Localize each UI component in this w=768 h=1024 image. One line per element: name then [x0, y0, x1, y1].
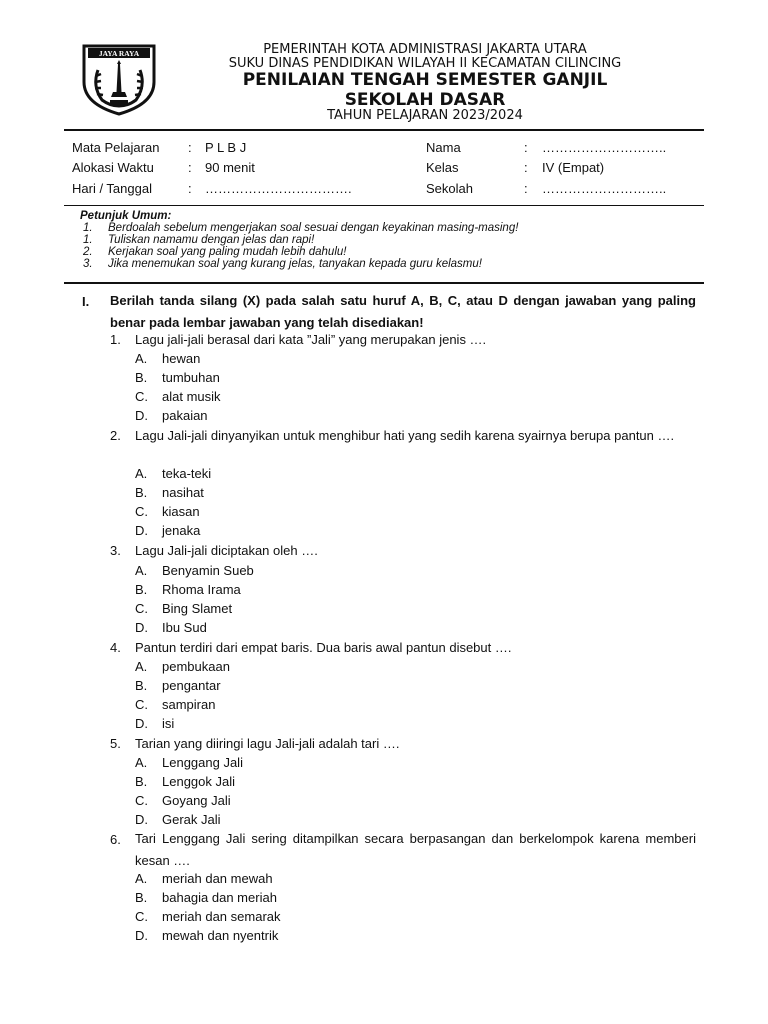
- academic-year: TAHUN PELAJARAN 2023/2024: [327, 108, 523, 123]
- option-b[interactable]: [135, 483, 204, 502]
- option-letter: D.: [135, 408, 148, 423]
- class-label: Kelas: [426, 160, 459, 175]
- option-text: meriah dan semarak: [162, 909, 281, 924]
- option-letter: A.: [135, 466, 148, 481]
- option-letter: B.: [135, 370, 148, 385]
- option-a[interactable]: [135, 657, 230, 676]
- option-text: kiasan: [162, 504, 200, 519]
- option-letter: D.: [135, 928, 148, 943]
- option-text: alat musik: [162, 389, 221, 404]
- instruction-number: 1.: [83, 222, 93, 234]
- instruction-number: 3.: [83, 258, 93, 270]
- agency-name: SUKU DINAS PENDIDIKAN WILAYAH II KECAMATAN CILINCING: [228, 56, 622, 71]
- option-letter: C.: [135, 504, 148, 519]
- question-1: [110, 330, 696, 349]
- option-d[interactable]: [135, 926, 278, 945]
- instruction-text: Tuliskan namamu dengan jelas dan rapi!: [108, 234, 315, 246]
- option-d[interactable]: [135, 406, 208, 425]
- option-b[interactable]: [135, 676, 221, 695]
- question-number: 5.: [110, 736, 121, 751]
- instruction-item: [80, 234, 518, 246]
- option-a[interactable]: [135, 561, 254, 580]
- name-field[interactable]: ………………………..: [542, 140, 667, 155]
- instruction-item: [80, 222, 518, 234]
- instruction-text: Jika menemukan soal yang kurang jelas, tanyakan kepada guru kelasmu!: [108, 258, 482, 270]
- colon: :: [524, 181, 528, 196]
- option-c[interactable]: [135, 599, 232, 618]
- school-field[interactable]: ………………………..: [542, 181, 667, 196]
- option-letter: B.: [135, 890, 148, 905]
- option-text: meriah dan mewah: [162, 871, 273, 886]
- date-label: Hari / Tanggal: [72, 181, 152, 196]
- identity-divider: [64, 205, 704, 206]
- option-text: bahagia dan meriah: [162, 890, 277, 905]
- section-instruction: Berilah tanda silang (X) pada salah satu huruf A, B, C, atau D dengan jawaban yang paling benar pada lembar jawaban yang telah disediakan!: [110, 293, 696, 330]
- jakarta-logo: [80, 42, 158, 116]
- colon: :: [524, 140, 528, 155]
- option-letter: D.: [135, 812, 148, 827]
- option-text: Bing Slamet: [162, 601, 233, 616]
- question-text: Tari Lenggang Jali sering ditampilkan secara berpasangan dan berkelompok karena memberi kesan ….: [135, 831, 696, 868]
- question-number: 6.: [110, 832, 121, 847]
- option-letter: A.: [135, 563, 148, 578]
- option-text: pakaian: [162, 408, 208, 423]
- option-letter: A.: [135, 871, 148, 886]
- option-letter: C.: [135, 697, 148, 712]
- time-label: Alokasi Waktu: [72, 160, 154, 175]
- question-text: Pantun terdiri dari empat baris. Dua baris awal pantun disebut ….: [135, 640, 512, 655]
- option-letter: B.: [135, 485, 148, 500]
- option-letter: D.: [135, 523, 148, 538]
- question-4: [110, 638, 696, 657]
- option-text: Lenggang Jali: [162, 755, 243, 770]
- option-letter: A.: [135, 755, 148, 770]
- option-letter: B.: [135, 774, 148, 789]
- option-text: pengantar: [162, 678, 221, 693]
- option-c[interactable]: [135, 387, 221, 406]
- question-number: 3.: [110, 543, 121, 558]
- logo-text: JAYA RAYA: [98, 49, 140, 58]
- option-text: hewan: [162, 351, 201, 366]
- option-text: nasihat: [162, 485, 204, 500]
- option-text: Lenggok Jali: [162, 774, 235, 789]
- instructions-divider: [64, 282, 704, 284]
- question-number: 4.: [110, 640, 121, 655]
- option-a[interactable]: [135, 869, 273, 888]
- option-letter: D.: [135, 716, 148, 731]
- government-name: PEMERINTAH KOTA ADMINISTRASI JAKARTA UTARA: [263, 42, 587, 57]
- option-letter: B.: [135, 678, 148, 693]
- option-b[interactable]: [135, 888, 277, 907]
- general-instructions: [80, 210, 518, 270]
- option-letter: C.: [135, 793, 148, 808]
- name-label: Nama: [426, 140, 461, 155]
- subject-label: Mata Pelajaran: [72, 140, 160, 155]
- option-letter: A.: [135, 351, 148, 366]
- colon: :: [188, 160, 192, 175]
- option-d[interactable]: [135, 521, 200, 540]
- option-d[interactable]: [135, 618, 207, 637]
- option-c[interactable]: [135, 907, 281, 926]
- option-text: sampiran: [162, 697, 216, 712]
- instruction-item: [80, 258, 518, 270]
- option-letter: A.: [135, 659, 148, 674]
- instruction-number: 1.: [83, 234, 93, 246]
- option-text: Rhoma Irama: [162, 582, 241, 597]
- question-text: Lagu Jali-jali dinyanyikan untuk menghibur hati yang sedih karena syairnya berupa pantun ….: [135, 428, 675, 443]
- subject-value: P L B J: [205, 140, 247, 155]
- option-letter: C.: [135, 909, 148, 924]
- question-5: [110, 734, 696, 753]
- question-3: [110, 541, 696, 560]
- option-text: jenaka: [162, 523, 201, 538]
- colon: :: [188, 140, 192, 155]
- colon: :: [524, 160, 528, 175]
- question-6: [110, 828, 696, 872]
- question-text: Tarian yang diiringi lagu Jali-jali adalah tari ….: [135, 736, 400, 751]
- option-text: Benyamin Sueb: [162, 563, 254, 578]
- question-2: [110, 426, 696, 445]
- exam-title: PENILAIAN TENGAH SEMESTER GANJIL: [242, 70, 608, 90]
- time-value: 90 menit: [205, 160, 255, 175]
- option-text: isi: [162, 716, 175, 731]
- header-divider: [64, 129, 704, 131]
- option-a[interactable]: [135, 349, 200, 368]
- school-level: SEKOLAH DASAR: [344, 90, 506, 110]
- school-label: Sekolah: [426, 181, 473, 196]
- question-number: 2.: [110, 428, 121, 443]
- option-d[interactable]: [135, 714, 174, 733]
- question-text: Lagu jali-jali berasal dari kata ”Jali” yang merupakan jenis ….: [135, 332, 487, 347]
- option-text: pembukaan: [162, 659, 230, 674]
- option-text: tumbuhan: [162, 370, 220, 385]
- option-c[interactable]: [135, 695, 215, 714]
- colon: :: [188, 181, 192, 196]
- instruction-text: Kerjakan soal yang paling mudah lebih dahulu!: [108, 246, 347, 258]
- option-a[interactable]: [135, 753, 243, 772]
- date-field[interactable]: …………………………….: [205, 181, 352, 196]
- question-text: Lagu Jali-jali diciptakan oleh ….: [135, 543, 318, 558]
- option-letter: D.: [135, 620, 148, 635]
- option-b[interactable]: [135, 580, 241, 599]
- option-b[interactable]: [135, 368, 220, 387]
- instruction-number: 2.: [83, 246, 93, 258]
- instruction-item: [80, 246, 518, 258]
- option-c[interactable]: [135, 502, 200, 521]
- option-text: mewah dan nyentrik: [162, 928, 279, 943]
- option-d[interactable]: [135, 810, 221, 829]
- instruction-text: Berdoalah sebelum mengerjakan soal sesuai dengan keyakinan masing-masing!: [108, 222, 519, 234]
- option-b[interactable]: [135, 772, 235, 791]
- option-text: Goyang Jali: [162, 793, 231, 808]
- option-text: Gerak Jali: [162, 812, 221, 827]
- option-text: Ibu Sud: [162, 620, 207, 635]
- class-value: IV (Empat): [542, 160, 605, 175]
- option-letter: C.: [135, 389, 148, 404]
- section-number: I.: [82, 294, 90, 309]
- option-letter: C.: [135, 601, 148, 616]
- option-letter: B.: [135, 582, 148, 597]
- option-text: teka-teki: [162, 466, 212, 481]
- question-number: 1.: [110, 332, 121, 347]
- instructions-title: Petunjuk Umum:: [80, 210, 172, 222]
- option-c[interactable]: [135, 791, 231, 810]
- option-a[interactable]: [135, 464, 211, 483]
